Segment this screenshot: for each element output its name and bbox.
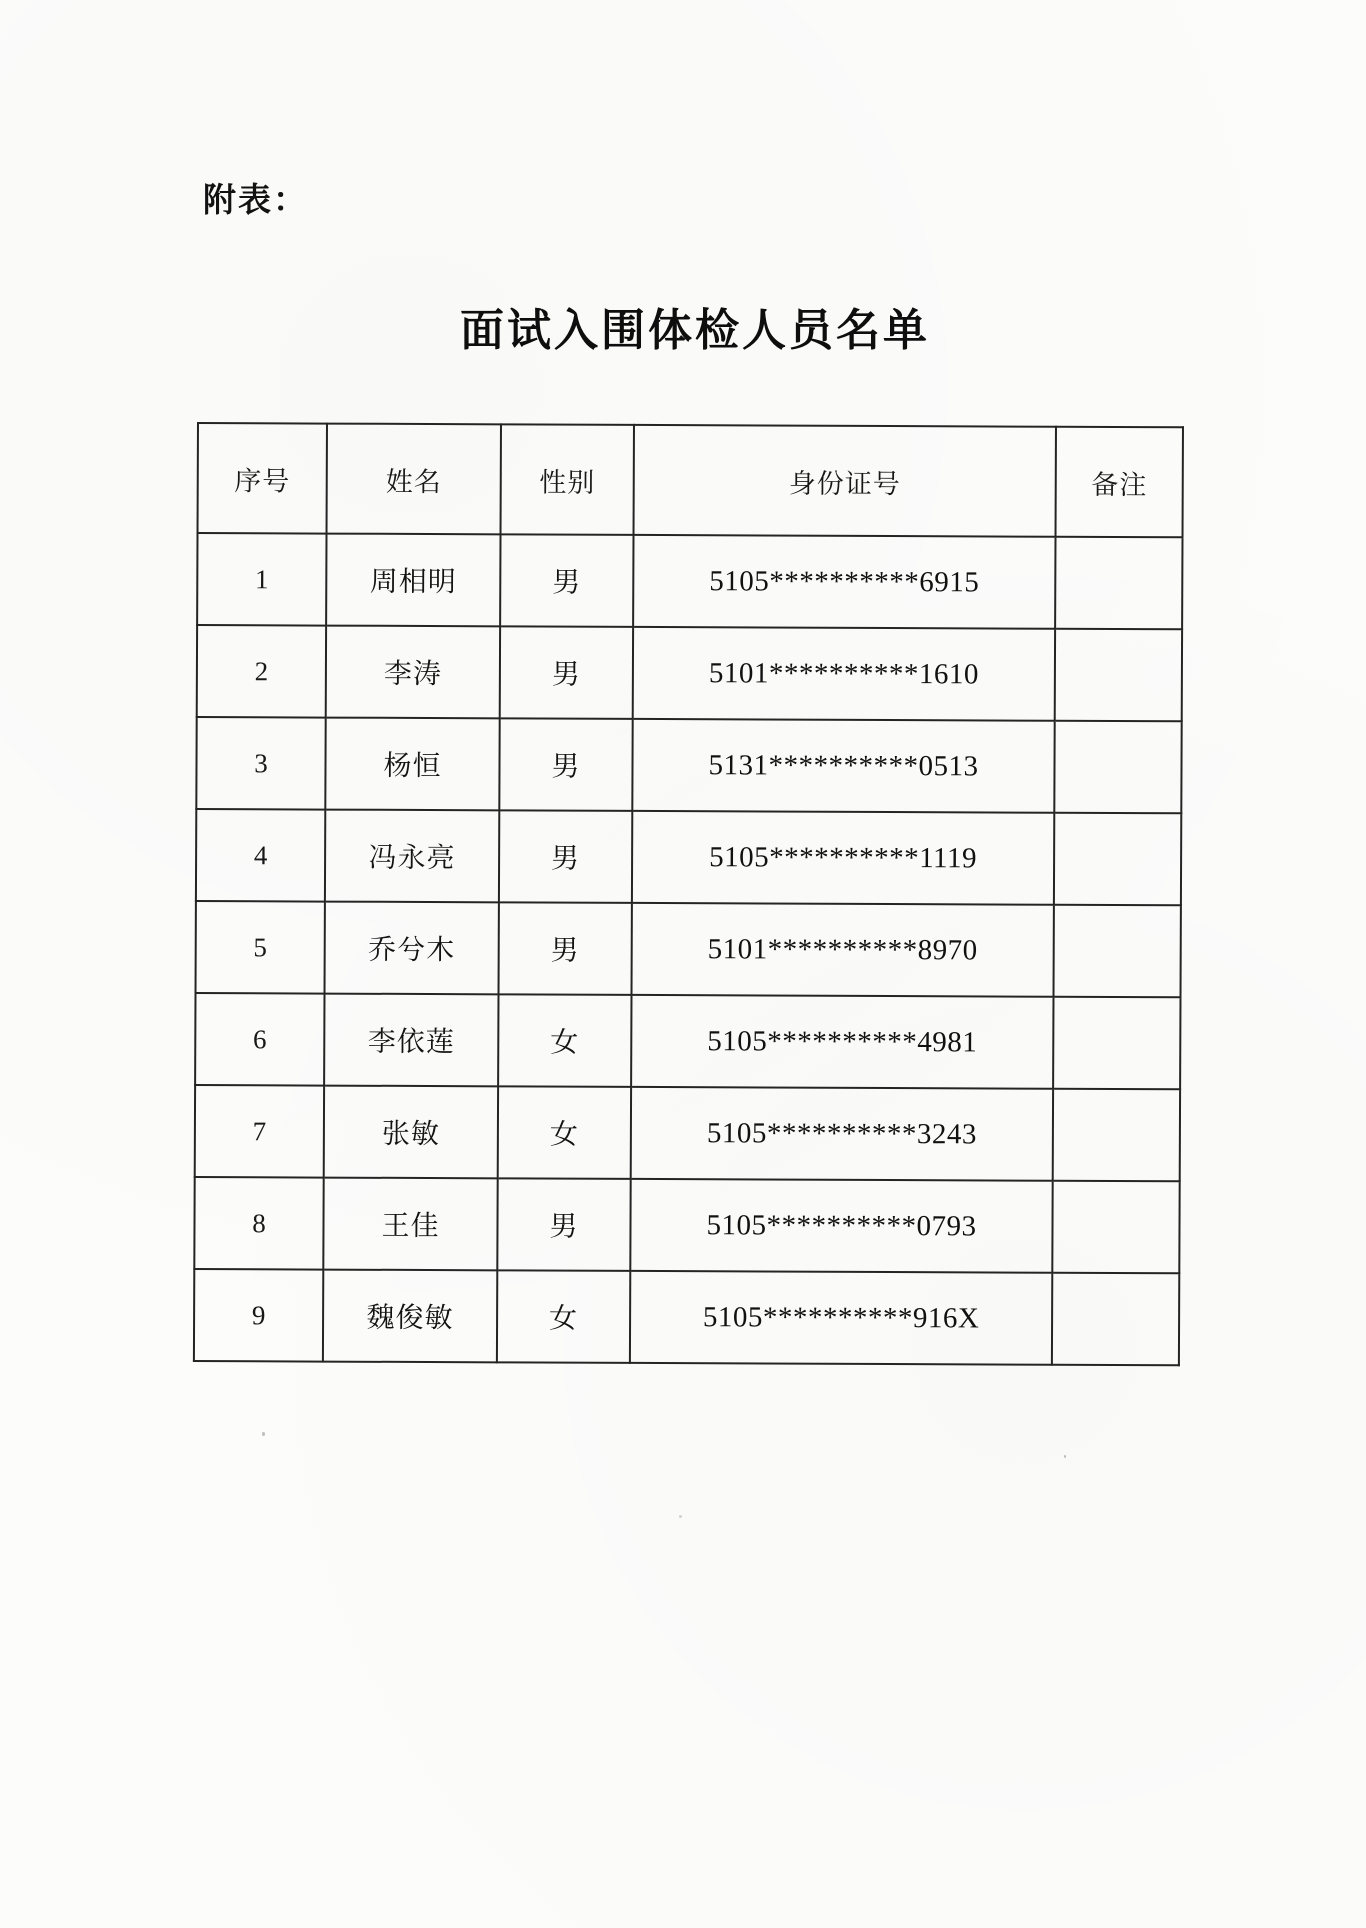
- header-gender-label: 性别: [539, 466, 596, 498]
- header-name: [327, 424, 501, 535]
- row-name: 王佳: [323, 1178, 497, 1271]
- row-id-number: 5131**********0513: [632, 719, 1054, 813]
- row-gender: 女: [498, 994, 631, 1087]
- table-row: [197, 625, 1182, 721]
- row-index: 3: [196, 717, 325, 810]
- row-gender: 女: [497, 1270, 630, 1363]
- row-remark: [1054, 905, 1181, 998]
- row-index: 2: [197, 625, 326, 718]
- scan-speck: [262, 1432, 265, 1436]
- row-index: 8: [194, 1177, 323, 1270]
- row-name: 杨恒: [325, 718, 499, 811]
- row-remark: [1052, 1181, 1179, 1274]
- row-name: 乔兮木: [325, 902, 499, 995]
- header-gender: [501, 424, 634, 535]
- scan-speck: [1064, 1455, 1066, 1458]
- row-remark: [1054, 721, 1181, 814]
- attachment-prefix-label: 附表：: [203, 180, 308, 219]
- row-index: 7: [195, 1085, 324, 1178]
- header-id-number: [634, 425, 1056, 537]
- row-remark: [1054, 813, 1181, 906]
- row-remark: [1055, 537, 1182, 630]
- row-name: 李依莲: [324, 994, 498, 1087]
- row-id-number: 5101**********8970: [632, 903, 1054, 997]
- row-id-number: 5105**********916X: [630, 1271, 1052, 1365]
- roster-table: [193, 422, 1184, 1366]
- row-id-number: 5105**********4981: [631, 995, 1053, 1089]
- row-index: 1: [197, 533, 326, 626]
- table-row: [195, 993, 1180, 1089]
- row-remark: [1055, 629, 1182, 722]
- scan-speck: [679, 1515, 682, 1518]
- row-id-number: 5101**********1610: [633, 627, 1055, 721]
- row-remark: [1052, 1273, 1179, 1366]
- header-remark: [1056, 427, 1183, 538]
- page-title: 面试入围体检人员名单: [460, 305, 930, 356]
- row-id-number: 5105**********3243: [631, 1087, 1053, 1181]
- table-header-row: [198, 423, 1183, 537]
- row-gender: 男: [499, 718, 632, 811]
- row-gender: 男: [497, 1178, 630, 1271]
- header-remark-label: 备注: [1091, 469, 1148, 500]
- row-index: 4: [196, 809, 325, 902]
- row-remark: [1053, 997, 1180, 1090]
- row-index: 6: [195, 993, 324, 1086]
- row-gender: 男: [499, 810, 632, 903]
- row-index: 9: [194, 1269, 323, 1362]
- row-index: 5: [196, 901, 325, 994]
- row-name: 周相明: [326, 534, 500, 627]
- row-id-number: 5105**********0793: [630, 1179, 1052, 1273]
- table-row: [195, 1085, 1180, 1181]
- row-gender: 男: [499, 902, 632, 995]
- row-gender: 男: [500, 626, 633, 719]
- row-remark: [1053, 1089, 1180, 1182]
- table-row: [196, 717, 1181, 813]
- table-row: [194, 1269, 1179, 1365]
- row-id-number: 5105**********1119: [632, 811, 1054, 905]
- header-id-number-label: 身份证号: [788, 468, 901, 499]
- table-row: [197, 533, 1182, 629]
- header-index: [198, 423, 327, 534]
- row-gender: 女: [498, 1086, 631, 1179]
- row-id-number: 5105**********6915: [633, 535, 1055, 629]
- table-row: [196, 901, 1181, 997]
- row-name: 张敏: [324, 1086, 498, 1179]
- roster-table-container: [193, 422, 1184, 1366]
- row-name: 李涛: [326, 626, 500, 719]
- table-row: [194, 1177, 1179, 1273]
- header-name-label: 姓名: [385, 466, 442, 497]
- row-name: 冯永亮: [325, 810, 499, 903]
- row-gender: 男: [500, 534, 633, 627]
- header-index-label: 序号: [234, 465, 291, 496]
- table-row: [196, 809, 1181, 905]
- row-name: 魏俊敏: [323, 1270, 497, 1363]
